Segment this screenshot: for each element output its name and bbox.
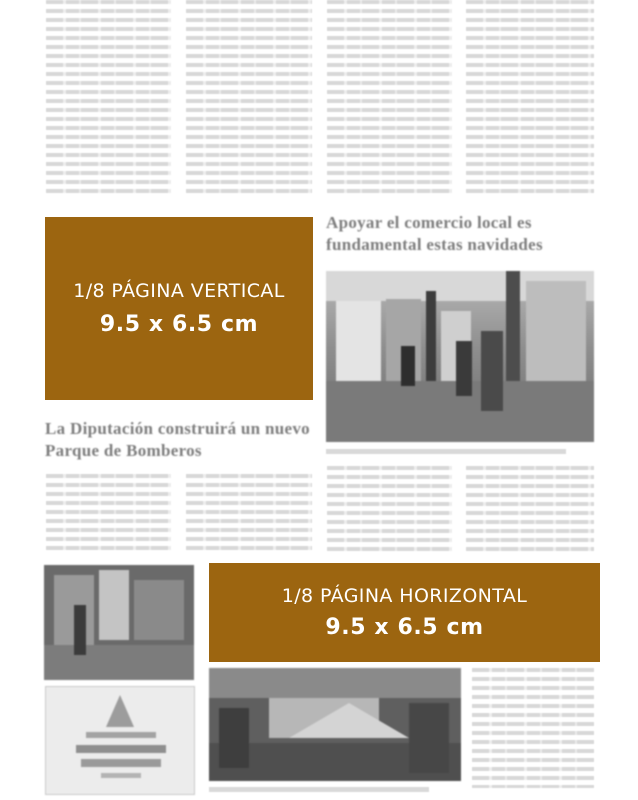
article-photo — [209, 668, 461, 781]
article-text-column — [327, 466, 452, 554]
ad-title: 1/8 PÁGINA HORIZONTAL — [281, 585, 528, 607]
photo-content — [326, 271, 594, 442]
photo-caption — [326, 449, 566, 454]
photo-content — [44, 565, 194, 680]
article-headline: Apoyar el comercio local es fundamental estas navidades — [326, 213, 543, 254]
ad-size: 9.5 x 6.5 cm — [99, 312, 259, 337]
advert-graphic — [46, 687, 194, 794]
article-text-column — [466, 0, 594, 198]
article-text-column — [472, 668, 594, 788]
article-photo — [326, 271, 594, 442]
photo-caption — [209, 787, 429, 792]
article-text-column — [466, 466, 594, 554]
photo-content — [209, 668, 461, 781]
article-headline: La Diputación construirá un nuevo Parque de Bomberos — [45, 419, 310, 460]
ad-size: 9.5 x 6.5 cm — [325, 615, 484, 640]
ad-placeholder-horizontal — [209, 563, 600, 662]
article-text-column — [46, 474, 171, 554]
advert-image — [45, 686, 195, 795]
ad-title: 1/8 PÁGINA VERTICAL — [73, 280, 285, 302]
article-photo — [44, 565, 194, 680]
article-text-column — [186, 474, 312, 554]
ad-placeholder-vertical — [45, 217, 313, 400]
article-text-column — [46, 0, 171, 198]
article-text-column — [327, 0, 452, 198]
article-text-column — [186, 0, 312, 198]
